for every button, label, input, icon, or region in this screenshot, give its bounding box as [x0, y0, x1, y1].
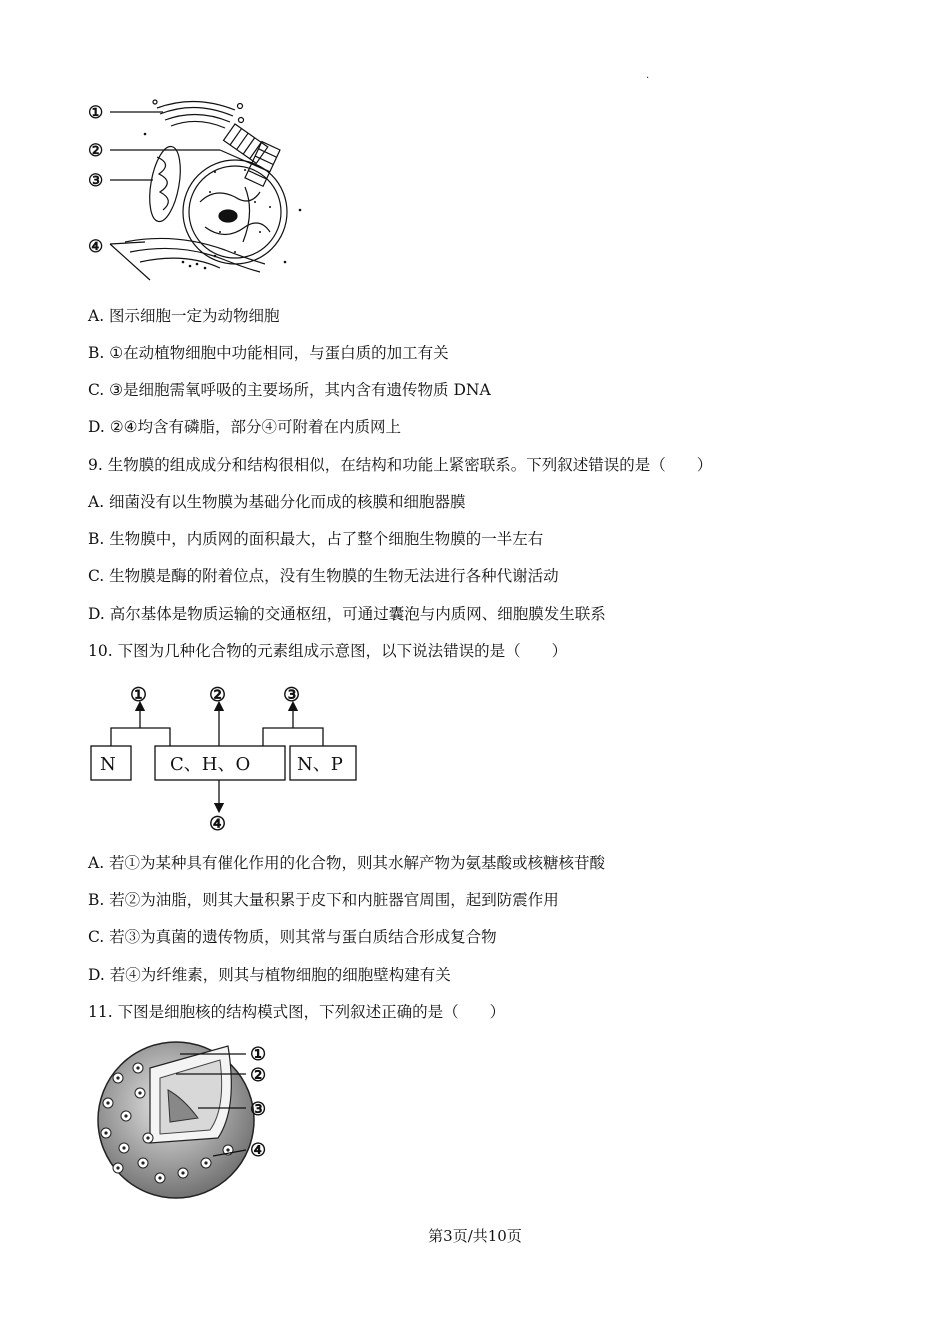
diagram-label-1: ① — [130, 684, 148, 706]
q8-option-d: D. ②④均含有磷脂，部分④可附着在内质网上 — [88, 418, 402, 436]
box-np-text: N、P — [297, 754, 343, 775]
cell-label-3: ③ — [88, 171, 104, 191]
box-cho-text: C、H、O — [170, 754, 251, 775]
q8-option-b: B. ①在动植物细胞中功能相同，与蛋白质的加工有关 — [88, 344, 449, 362]
box-n-text: N — [100, 754, 116, 775]
cell-label-2: ② — [88, 141, 104, 161]
cell-label-1: ① — [88, 103, 104, 123]
q9-option-b: B. 生物膜中，内质网的面积最大，占了整个细胞生物膜的一半左右 — [88, 530, 544, 548]
q9-stem: 9. 生物膜的组成成分和结构很相似，在结构和功能上紧密联系。下列叙述错误的是（ ） — [88, 456, 713, 474]
q11-stem: 11. 下图是细胞核的结构模式图，下列叙述正确的是（ ） — [88, 1003, 506, 1021]
q10-stem: 10. 下图为几种化合物的元素组成示意图，以下说法错误的是（ ） — [88, 642, 568, 660]
q10-option-b: B. 若②为油脂，则其大量积累于皮下和内脏器官周围，起到防震作用 — [88, 891, 559, 909]
element-diagram — [88, 680, 363, 835]
q9-option-c: C. 生物膜是酶的附着位点，没有生物膜的生物无法进行各种代谢活动 — [88, 567, 559, 585]
nucleus-label-3: ③ — [250, 1099, 267, 1120]
diagram-label-2: ② — [209, 684, 227, 706]
q10-option-d: D. 若④为纤维素，则其与植物细胞的细胞壁构建有关 — [88, 966, 451, 984]
q10-option-a: A. 若①为某种具有催化作用的化合物，则其水解产物为氨基酸或核糖核苷酸 — [88, 854, 606, 872]
nucleus-diagram — [88, 1038, 278, 1200]
nucleus-label-2: ② — [250, 1065, 267, 1086]
page-footer: 第3页/共10页 — [428, 1227, 522, 1245]
q10-option-c: C. 若③为真菌的遗传物质，则其常与蛋白质结合形成复合物 — [88, 928, 497, 946]
nucleus-label-1: ① — [250, 1044, 267, 1065]
nucleus-label-4: ④ — [250, 1140, 267, 1161]
q8-option-a: A. 图示细胞一定为动物细胞 — [88, 307, 280, 325]
page-mark: . — [646, 70, 650, 81]
cell-diagram — [85, 92, 325, 287]
q9-option-a: A. 细菌没有以生物膜为基础分化而成的核膜和细胞器膜 — [88, 493, 466, 511]
cell-label-4: ④ — [88, 237, 104, 257]
q8-option-c: C. ③是细胞需氧呼吸的主要场所，其内含有遗传物质 DNA — [88, 381, 491, 399]
q9-option-d: D. 高尔基体是物质运输的交通枢纽，可通过囊泡与内质网、细胞膜发生联系 — [88, 605, 606, 623]
diagram-label-4: ④ — [209, 813, 227, 835]
diagram-label-3: ③ — [283, 684, 301, 706]
